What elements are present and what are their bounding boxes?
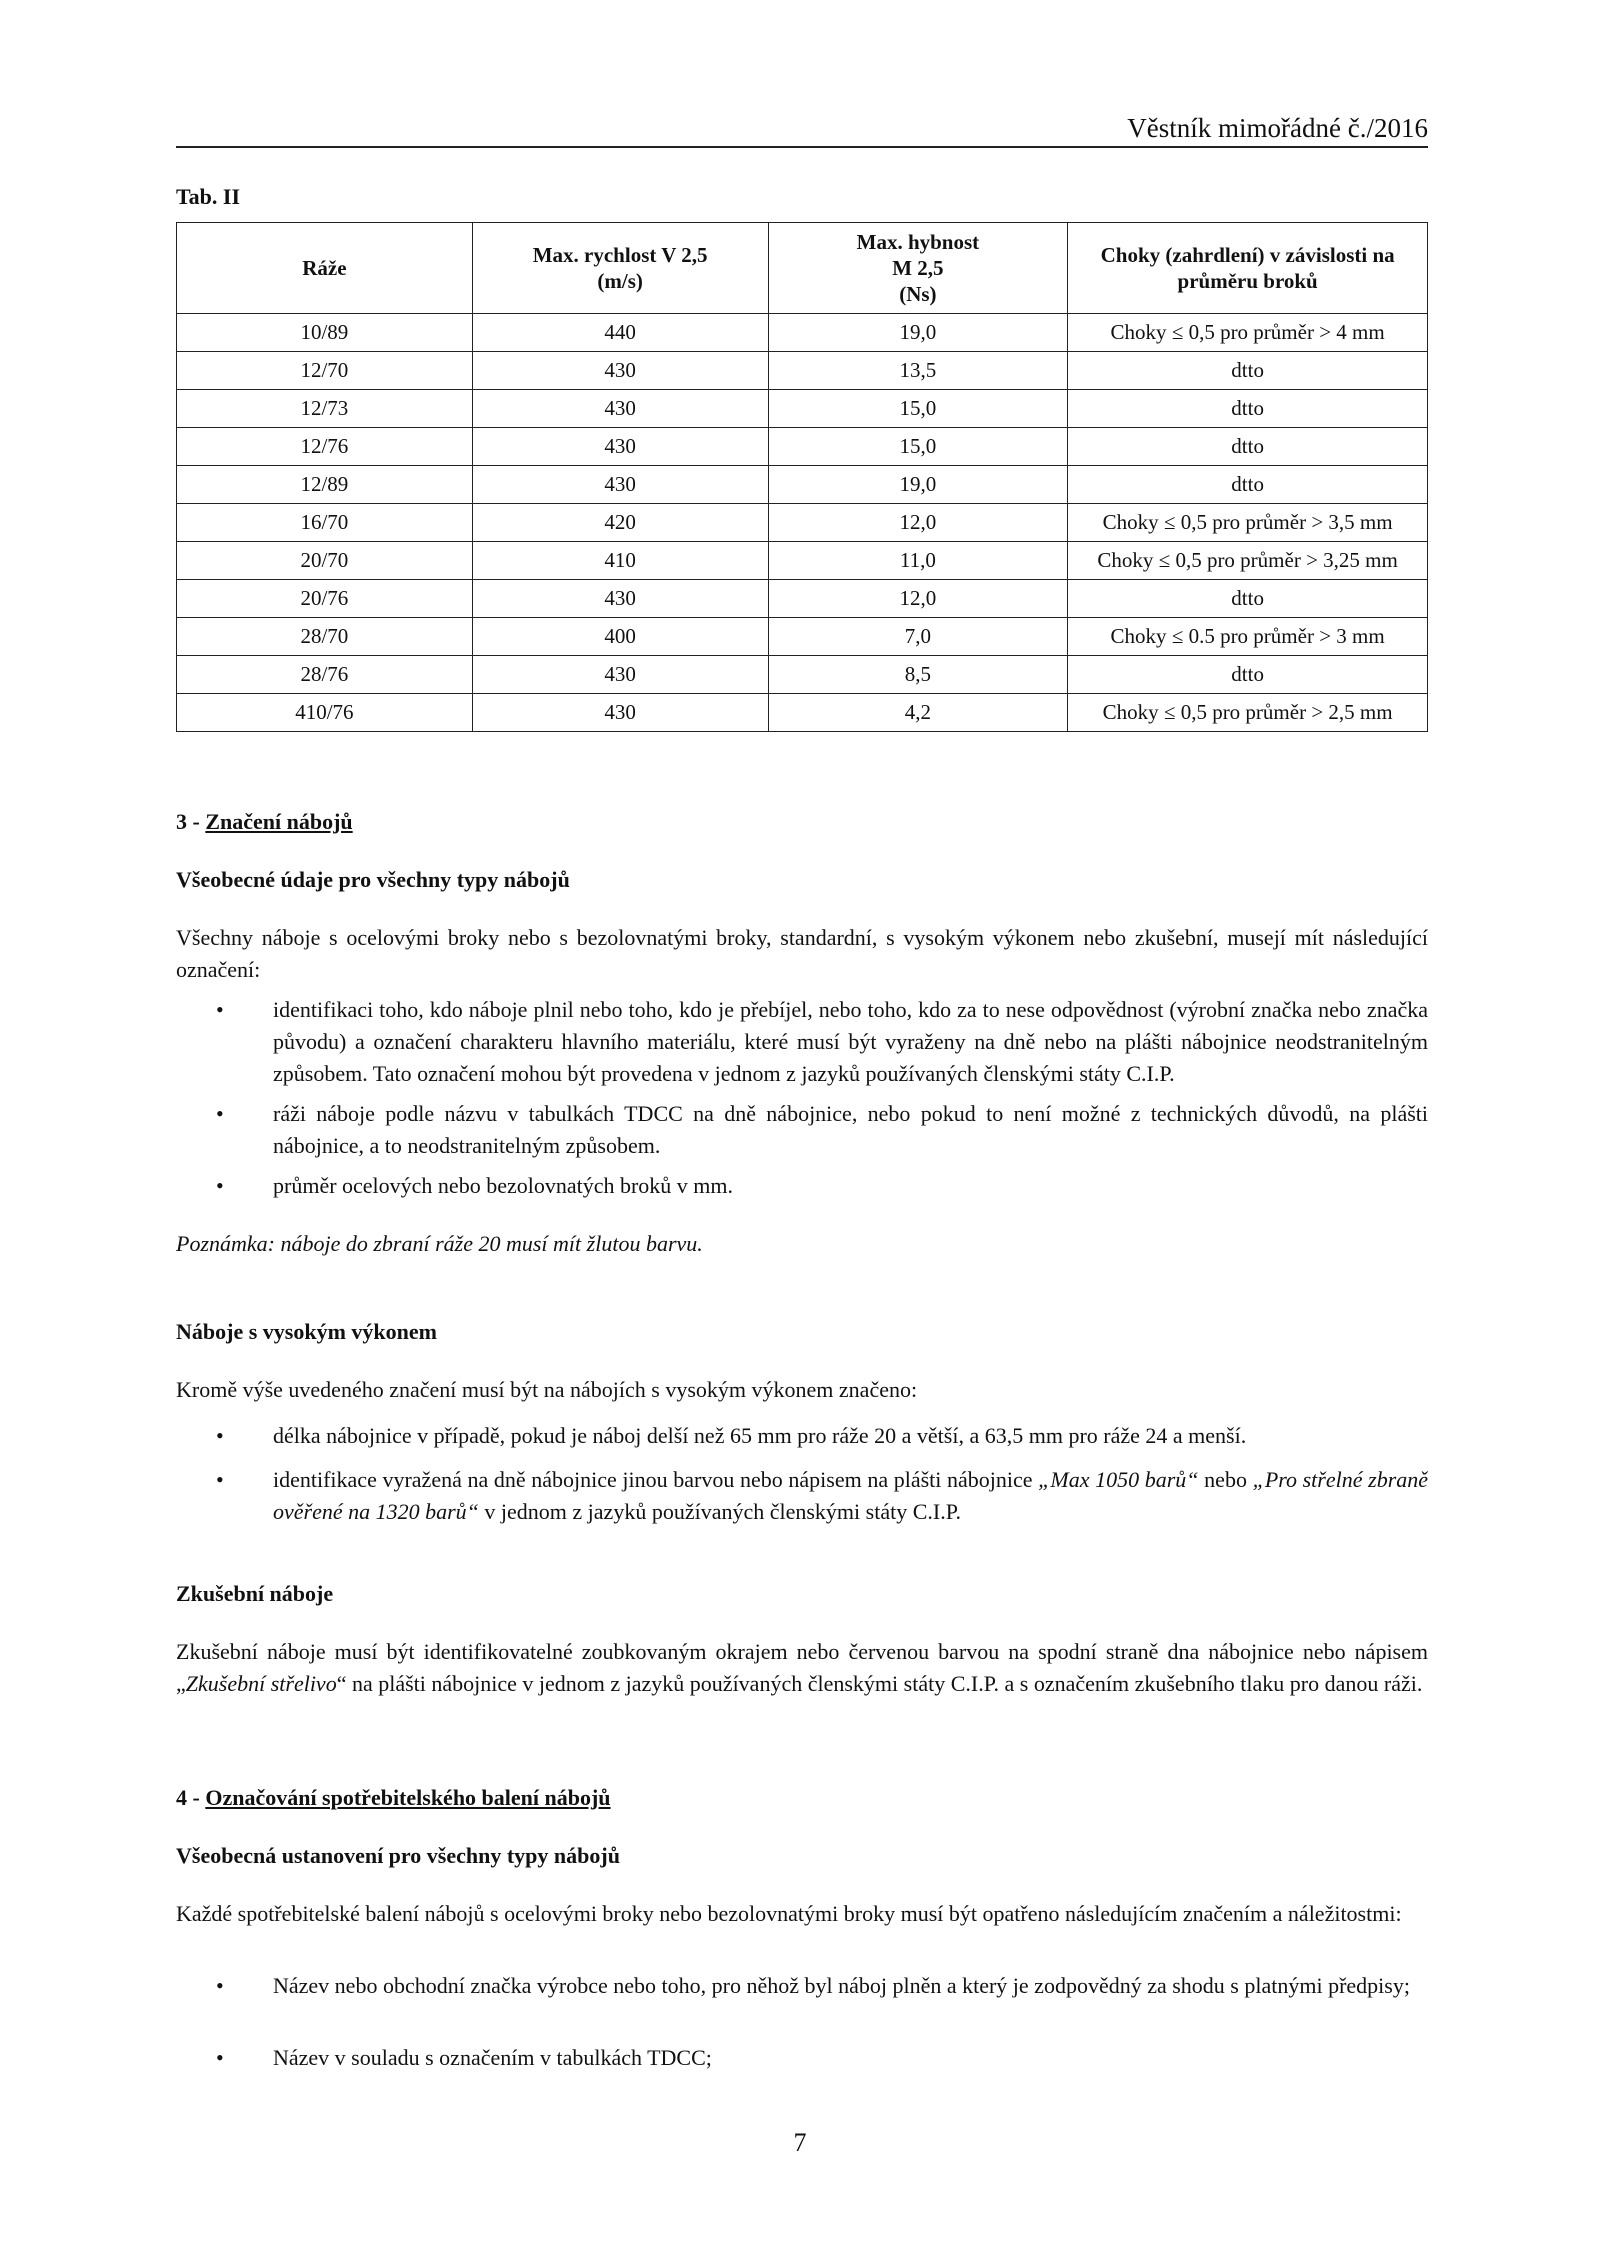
list-item-text: délka nábojnice v případě, pokud je náboj delší než 65 mm pro ráže 20 a větší, a 63,5 mm pro ráže 24 a menší. [273, 1423, 1247, 1448]
text-run: Zkušební náboje musí být identifikovatelné zoubkovaným okrajem nebo červenou barvou na spodní straně dna nábojnice nebo nápisem „ [176, 1639, 1428, 1696]
cell-chokes: Choky ≤ 0.5 pro průměr > 3 mm [1068, 618, 1428, 656]
list-item [176, 994, 1428, 1090]
bullet-icon: • [216, 1973, 224, 1998]
cell-max-velocity: 440 [472, 314, 768, 352]
cell-caliber: 12/73 [177, 390, 473, 428]
general-heading: Všeobecné údaje pro všechny typy nábojů [176, 867, 570, 892]
bullet-icon: • [216, 2045, 224, 2070]
text-run: identifikace vyražená na dně nábojnice jinou barvou nebo nápisem na plášti nábojnice [273, 1467, 1039, 1492]
list-item-text [273, 1464, 1428, 1528]
cell-caliber: 12/89 [177, 466, 473, 504]
bullet-icon: • [216, 1101, 224, 1126]
cell-caliber: 12/70 [177, 352, 473, 390]
cell-max-momentum: 7,0 [768, 618, 1068, 656]
text-run: v jednom z jazyků používaných členskými státy C.I.P. [478, 1499, 961, 1524]
table-header-row [177, 223, 1428, 314]
header-chokes: Choky (zahrdlení) v závislosti na průměru broků [1068, 223, 1428, 314]
list-item-text: ráži náboje podle názvu v tabulkách TDCC na dně nábojnice, nebo pokud to není možné z technických důvodů, na plášti nábojnice, a to neodstranitelným způsobem. [273, 1101, 1428, 1158]
list-item [176, 1170, 1428, 1202]
section-3-title: Značení nábojů [205, 809, 353, 834]
cell-chokes: Choky ≤ 0,5 pro průměr > 3,5 mm [1068, 504, 1428, 542]
section-4-number: 4 - [176, 1785, 206, 1810]
note: Poznámka: náboje do zbraní ráže 20 musí mít žlutou barvu. [176, 1231, 703, 1256]
table-row [177, 466, 1428, 504]
cell-max-momentum: 15,0 [768, 390, 1068, 428]
cell-chokes: Choky ≤ 0,5 pro průměr > 2,5 mm [1068, 694, 1428, 732]
caliber-table [176, 222, 1428, 732]
list-item-text: průměr ocelových nebo bezolovnatých broků v mm. [273, 1173, 734, 1198]
cell-caliber: 16/70 [177, 504, 473, 542]
cell-max-velocity: 430 [472, 656, 768, 694]
table-row [177, 656, 1428, 694]
list-item-text: identifikaci toho, kdo náboje plnil nebo toho, kdo je přebíjel, nebo toho, kdo za to nese odpovědnost (výrobní značka nebo značka původu) a označení charakteru hlavního materiálu, které musí být vyraženy na dně nebo na plášti nábojnice neodstranitelným způsobem. Tato označení mohou být provedena v jednom z jazyků používaných členskými státy C.I.P. [273, 997, 1428, 1086]
proof-text [176, 1636, 1428, 1700]
cell-max-velocity: 430 [472, 466, 768, 504]
section-4-heading [176, 1782, 1428, 1814]
text-run-italic: „Pro střelné zbraně ověřené na 1320 barů“ [273, 1467, 1429, 1524]
section-4-title: Označování spotřebitelského balení nábojů [205, 1785, 611, 1810]
cell-max-velocity: 410 [472, 542, 768, 580]
cell-max-momentum: 11,0 [768, 542, 1068, 580]
cell-max-velocity: 400 [472, 618, 768, 656]
table-row [177, 580, 1428, 618]
cell-chokes: dtto [1068, 352, 1428, 390]
text-run: nebo [1198, 1467, 1253, 1492]
cell-caliber: 10/89 [177, 314, 473, 352]
table-row [177, 390, 1428, 428]
list-item [176, 1098, 1428, 1162]
section-4-subheading: Všeobecná ustanovení pro všechny typy nábojů [176, 1843, 620, 1868]
cell-max-momentum: 19,0 [768, 466, 1068, 504]
cell-caliber: 28/76 [177, 656, 473, 694]
section-3-heading [176, 806, 1428, 838]
bullet-icon: • [216, 1173, 224, 1198]
cell-caliber: 12/76 [177, 428, 473, 466]
table-row [177, 618, 1428, 656]
header-max-momentum: Max. hybnost M 2,5 (Ns) [768, 223, 1068, 314]
cell-max-momentum: 15,0 [768, 428, 1068, 466]
cell-caliber: 28/70 [177, 618, 473, 656]
cell-chokes: dtto [1068, 580, 1428, 618]
list-item-text: Název nebo obchodní značka výrobce nebo toho, pro něhož byl náboj plněn a který je zodpovědný za shodu s platnými předpisy; [273, 1973, 1410, 1998]
cell-max-momentum: 8,5 [768, 656, 1068, 694]
cell-max-momentum: 4,2 [768, 694, 1068, 732]
cell-max-velocity: 420 [472, 504, 768, 542]
list-item-text: Název v souladu s označením v tabulkách TDCC; [273, 2045, 712, 2070]
header-divider [176, 146, 1428, 148]
cell-max-momentum: 12,0 [768, 504, 1068, 542]
cell-max-momentum: 19,0 [768, 314, 1068, 352]
bullet-icon: • [216, 1467, 224, 1492]
section-4-intro: Každé spotřebitelské balení nábojů s ocelovými broky nebo bezolovnatými broky musí být opatřeno následujícím značením a náležitostmi: [176, 1901, 1402, 1926]
cell-max-momentum: 12,0 [768, 580, 1068, 618]
section-3-number: 3 - [176, 809, 206, 834]
list-item [176, 1970, 1428, 2002]
table-row [177, 504, 1428, 542]
cell-chokes: Choky ≤ 0,5 pro průměr > 4 mm [1068, 314, 1428, 352]
cell-chokes: Choky ≤ 0,5 pro průměr > 3,25 mm [1068, 542, 1428, 580]
bullet-icon: • [216, 997, 224, 1022]
text-run-italic: „Max 1050 barů“ [1038, 1467, 1199, 1492]
table-row [177, 542, 1428, 580]
page-number: 7 [793, 2128, 807, 2157]
cell-max-velocity: 430 [472, 390, 768, 428]
general-intro: Všechny náboje s ocelovými broky nebo s bezolovnatými broky, standardní, s vysokým výkonem nebo zkušební, musejí mít následující označení: [176, 925, 1428, 982]
list-item [176, 1464, 1428, 1528]
header-caliber: Ráže [177, 223, 473, 314]
table-label: Tab. II [176, 184, 241, 209]
cell-max-momentum: 13,5 [768, 352, 1068, 390]
running-header: Věstník mimořádné č./2016 [1127, 113, 1428, 143]
text-run: “ na plášti nábojnice v jednom z jazyků používaných členskými státy C.I.P. a s označením zkušebního tlaku pro danou ráži. [336, 1671, 1423, 1696]
cell-caliber: 410/76 [177, 694, 473, 732]
table-row [177, 428, 1428, 466]
cell-chokes: dtto [1068, 656, 1428, 694]
table-row [177, 352, 1428, 390]
list-item [176, 2042, 1428, 2074]
high-performance-intro: Kromě výše uvedeného značení musí být na nábojích s vysokým výkonem značeno: [176, 1377, 918, 1402]
cell-max-velocity: 430 [472, 694, 768, 732]
table-row [177, 694, 1428, 732]
cell-max-velocity: 430 [472, 352, 768, 390]
cell-chokes: dtto [1068, 428, 1428, 466]
table-row [177, 314, 1428, 352]
header-max-velocity: Max. rychlost V 2,5 (m/s) [472, 223, 768, 314]
cell-caliber: 20/70 [177, 542, 473, 580]
high-performance-heading: Náboje s vysokým výkonem [176, 1319, 437, 1344]
proof-heading: Zkušební náboje [176, 1581, 334, 1606]
cell-caliber: 20/76 [177, 580, 473, 618]
cell-max-velocity: 430 [472, 580, 768, 618]
list-item [176, 1420, 1428, 1452]
text-run-italic: Zkušební střelivo [185, 1671, 337, 1696]
cell-chokes: dtto [1068, 466, 1428, 504]
cell-chokes: dtto [1068, 390, 1428, 428]
cell-max-velocity: 430 [472, 428, 768, 466]
bullet-icon: • [216, 1423, 224, 1448]
